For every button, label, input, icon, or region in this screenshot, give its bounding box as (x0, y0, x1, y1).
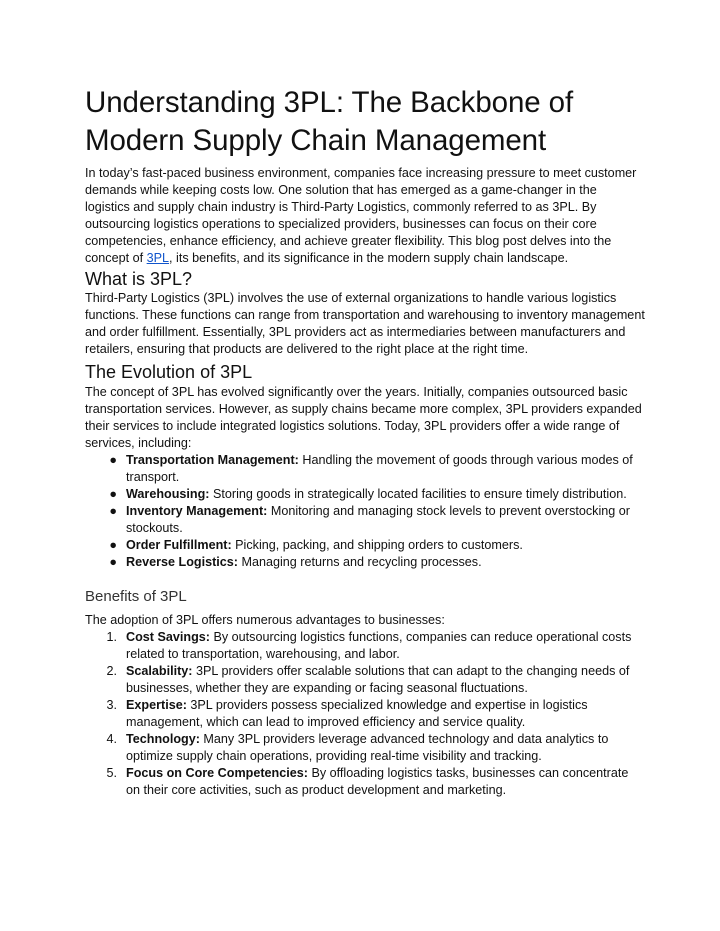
services-list (85, 452, 645, 571)
item-term: Expertise: (126, 698, 187, 712)
item-desc: By offloading logistics tasks, businesses can concentrate on their core activities, such as product development and marketing. (126, 766, 629, 797)
document-body (85, 165, 645, 799)
bullet-icon: ● (109, 487, 117, 501)
item-term: Warehousing: (126, 487, 210, 501)
bullet-icon: ● (109, 453, 117, 467)
list-item (85, 663, 645, 697)
intro-text-end: , its benefits, and its significance in the modern supply chain landscape. (169, 251, 569, 265)
list-number: 2. (106, 664, 117, 678)
list-item (85, 629, 645, 663)
list-item (85, 731, 645, 765)
section-heading-evolution: The Evolution of 3PL (85, 362, 253, 382)
intro-text: In today’s fast-paced business environment, companies face increasing pressure to meet customer demands while keeping costs low. One solution that has emerged as a game-changer in the logistics and supply chain industry is Third-Party Logistics, commonly referred to as 3PL. By outsourcing logistics operations to specialized providers, businesses can focus on their core competencies, enhance efficiency, and achieve greater flexibility. This blog post delves into the concept of (85, 166, 637, 265)
item-desc: 3PL providers possess specialized knowledge and expertise in logistics management, which can lead to improved efficiency and service quality. (126, 698, 588, 729)
item-term: Cost Savings: (126, 630, 210, 644)
bullet-icon: ● (109, 555, 117, 569)
3pl-link[interactable]: 3PL (146, 251, 170, 265)
list-item (85, 503, 645, 537)
benefits-paragraph: The adoption of 3PL offers numerous advantages to businesses: (85, 613, 445, 627)
intro-paragraph (85, 165, 645, 267)
page-title: Understanding 3PL: The Backbone of Modern Supply Chain Management (85, 86, 574, 157)
item-term: Focus on Core Competencies: (126, 766, 308, 780)
benefits-list (85, 629, 645, 799)
list-item (85, 554, 645, 571)
list-item (85, 697, 645, 731)
item-term: Transportation Management: (126, 453, 299, 467)
item-desc: Monitoring and managing stock levels to prevent overstocking or stockouts. (126, 504, 630, 535)
item-term: Order Fulfillment: (126, 538, 232, 552)
list-number: 1. (106, 630, 117, 644)
list-item (85, 765, 645, 799)
item-desc: 3PL providers offer scalable solutions that can adapt to the changing needs of businesses, whether they are expanding or facing seasonal fluctuations. (126, 664, 630, 695)
item-desc: Managing returns and recycling processes. (238, 555, 482, 569)
list-item (85, 486, 645, 503)
bullet-icon: ● (109, 504, 117, 518)
list-item (85, 537, 645, 554)
list-number: 5. (106, 766, 117, 780)
item-term: Technology: (126, 732, 200, 746)
evolution-paragraph: The concept of 3PL has evolved significantly over the years. Initially, companies outsourced basic transportation services. However, as supply chains became more complex, 3PL providers expanded their services to include integrated logistics solutions. Today, 3PL providers offer a wide range of services, including: (85, 385, 642, 450)
item-desc: By outsourcing logistics functions, companies can reduce operational costs related to transportation, warehousing, and labor. (126, 630, 632, 661)
item-desc: Storing goods in strategically located facilities to ensure timely distribution. (209, 487, 627, 501)
item-term: Inventory Management: (126, 504, 268, 518)
list-item (85, 452, 645, 486)
item-term: Reverse Logistics: (126, 555, 238, 569)
list-number: 4. (106, 732, 117, 746)
item-desc: Picking, packing, and shipping orders to customers. (231, 538, 523, 552)
bullet-icon: ● (109, 538, 117, 552)
item-term: Scalability: (126, 664, 193, 678)
item-desc: Many 3PL providers leverage advanced technology and data analytics to optimize supply chain operations, providing real-time visibility and tracking. (126, 732, 609, 763)
item-desc: Handling the movement of goods through various modes of transport. (126, 453, 633, 484)
section-heading-benefits: Benefits of 3PL (85, 588, 187, 605)
list-number: 3. (106, 698, 117, 712)
what-paragraph: Third-Party Logistics (3PL) involves the use of external organizations to handle various logistics functions. These functions can range from transportation and warehousing to inventory management and order fulfillment. Essentially, 3PL providers act as intermediaries between manufacturers and retailers, ensuring that products are delivered to the right place at the right time. (85, 291, 645, 356)
section-heading-what: What is 3PL? (85, 269, 193, 289)
